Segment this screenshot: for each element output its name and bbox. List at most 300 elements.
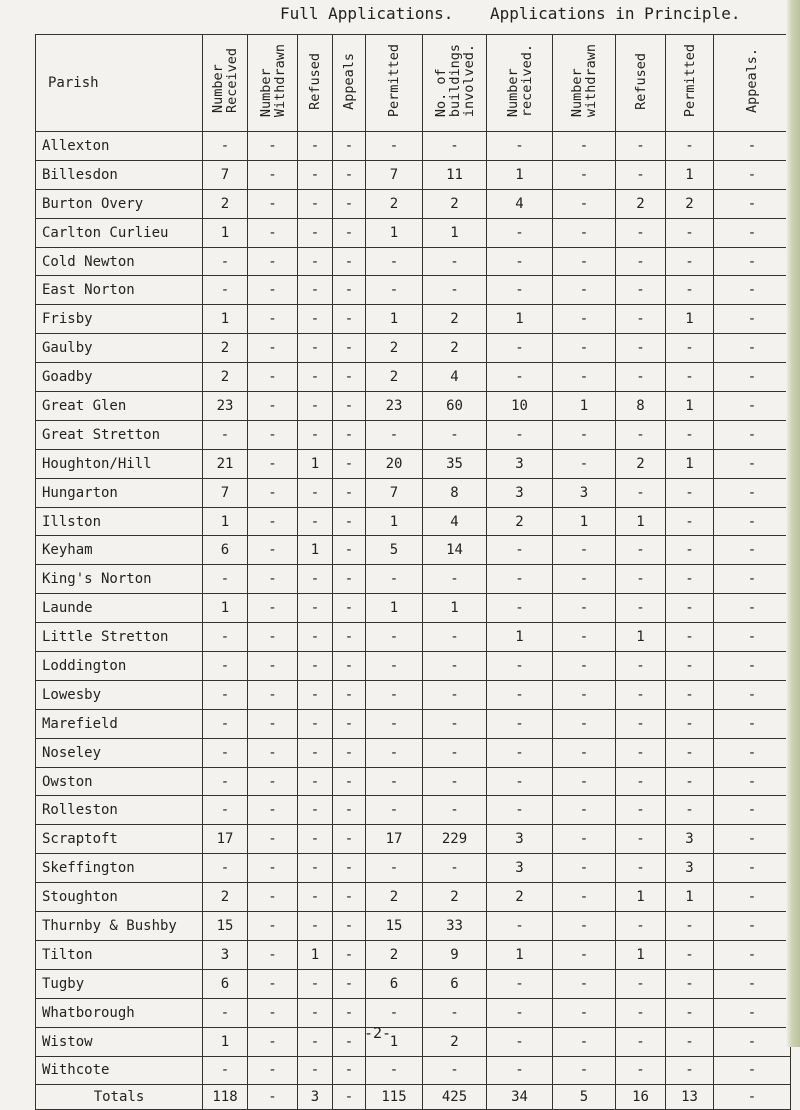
value-cell: 20 xyxy=(366,449,423,478)
table-row xyxy=(36,247,791,276)
table-row xyxy=(36,594,791,623)
value-cell: - xyxy=(616,1027,666,1056)
value-cell: - xyxy=(333,940,366,969)
value-cell: 1 xyxy=(298,536,333,565)
parish-name-cell: Skeffington xyxy=(36,854,203,883)
column-header xyxy=(298,35,333,132)
value-cell: 1 xyxy=(366,305,423,334)
value-cell: - xyxy=(666,940,714,969)
table-row xyxy=(36,449,791,478)
value-cell: - xyxy=(333,449,366,478)
total-cell: 3 xyxy=(298,1085,333,1110)
table-row xyxy=(36,680,791,709)
column-header-parish: Parish xyxy=(36,35,203,132)
value-cell: - xyxy=(616,969,666,998)
value-cell: 1 xyxy=(423,594,487,623)
value-cell: - xyxy=(423,680,487,709)
value-cell: - xyxy=(487,796,553,825)
table-row xyxy=(36,189,791,218)
value-cell: 2 xyxy=(423,883,487,912)
value-cell: - xyxy=(298,623,333,652)
value-cell: - xyxy=(553,247,616,276)
value-cell: 8 xyxy=(616,392,666,421)
column-header xyxy=(714,35,791,132)
value-cell: - xyxy=(487,998,553,1027)
total-cell: - xyxy=(714,1085,791,1110)
column-header xyxy=(248,35,298,132)
parish-name-cell: Carlton Curlieu xyxy=(36,218,203,247)
value-cell: - xyxy=(666,969,714,998)
value-cell: - xyxy=(487,420,553,449)
value-cell: - xyxy=(714,392,791,421)
value-cell: - xyxy=(366,796,423,825)
value-cell: - xyxy=(714,247,791,276)
total-cell: 13 xyxy=(666,1085,714,1110)
value-cell: - xyxy=(248,883,298,912)
value-cell: - xyxy=(333,796,366,825)
value-cell: - xyxy=(714,160,791,189)
value-cell: - xyxy=(666,1027,714,1056)
value-cell: - xyxy=(666,478,714,507)
value-cell: 2 xyxy=(616,189,666,218)
table-row xyxy=(36,969,791,998)
value-cell: - xyxy=(553,363,616,392)
parish-name-cell: Allexton xyxy=(36,132,203,161)
value-cell: - xyxy=(248,276,298,305)
value-cell: - xyxy=(714,825,791,854)
value-cell: - xyxy=(553,1056,616,1085)
parish-name-cell: Houghton/Hill xyxy=(36,449,203,478)
value-cell: - xyxy=(666,420,714,449)
totals-label: Totals xyxy=(36,1085,203,1110)
section-headers xyxy=(0,4,800,34)
value-cell: - xyxy=(553,825,616,854)
value-cell: - xyxy=(423,132,487,161)
column-header-label: No. of buildings involved. xyxy=(432,44,477,118)
parish-name-cell: Cold Newton xyxy=(36,247,203,276)
column-header-label: Number withdrawn xyxy=(569,44,599,118)
value-cell: - xyxy=(248,796,298,825)
column-header xyxy=(666,35,714,132)
value-cell: - xyxy=(616,738,666,767)
value-cell: - xyxy=(714,507,791,536)
value-cell: - xyxy=(616,652,666,681)
value-cell: - xyxy=(666,998,714,1027)
parish-name-cell: Keyham xyxy=(36,536,203,565)
value-cell: - xyxy=(248,449,298,478)
table-header xyxy=(36,35,791,132)
column-header-label: Number Withdrawn xyxy=(257,44,288,118)
value-cell: - xyxy=(248,767,298,796)
value-cell: - xyxy=(298,709,333,738)
value-cell: - xyxy=(423,247,487,276)
table-row xyxy=(36,912,791,941)
value-cell: - xyxy=(333,1056,366,1085)
value-cell: - xyxy=(298,680,333,709)
value-cell: - xyxy=(714,189,791,218)
value-cell: 3 xyxy=(553,478,616,507)
value-cell: - xyxy=(298,594,333,623)
value-cell: - xyxy=(487,969,553,998)
value-cell: - xyxy=(714,276,791,305)
value-cell: - xyxy=(366,680,423,709)
value-cell: - xyxy=(248,189,298,218)
value-cell: - xyxy=(553,652,616,681)
value-cell: - xyxy=(423,796,487,825)
parish-name-cell: Owston xyxy=(36,767,203,796)
value-cell: - xyxy=(366,998,423,1027)
full-applications-heading: Full Applications. xyxy=(280,4,454,23)
totals-row xyxy=(36,1085,791,1110)
table-row xyxy=(36,420,791,449)
value-cell: - xyxy=(487,276,553,305)
table-row xyxy=(36,1027,791,1056)
value-cell: - xyxy=(203,709,248,738)
value-cell: - xyxy=(714,536,791,565)
value-cell: - xyxy=(248,334,298,363)
value-cell: - xyxy=(487,912,553,941)
value-cell: - xyxy=(553,796,616,825)
value-cell: - xyxy=(553,334,616,363)
value-cell: - xyxy=(333,363,366,392)
value-cell: - xyxy=(333,276,366,305)
value-cell: - xyxy=(487,652,553,681)
value-cell: - xyxy=(616,334,666,363)
value-cell: 3 xyxy=(666,854,714,883)
value-cell: - xyxy=(487,363,553,392)
value-cell: 2 xyxy=(366,334,423,363)
value-cell: - xyxy=(616,854,666,883)
total-cell: 115 xyxy=(366,1085,423,1110)
value-cell: - xyxy=(616,132,666,161)
value-cell: - xyxy=(553,767,616,796)
column-header-label: Number Received xyxy=(210,48,240,114)
value-cell: - xyxy=(298,392,333,421)
parish-name-cell: Billesdon xyxy=(36,160,203,189)
value-cell: - xyxy=(616,825,666,854)
parish-name-cell: East Norton xyxy=(36,276,203,305)
value-cell: - xyxy=(666,363,714,392)
column-header xyxy=(487,35,553,132)
value-cell: - xyxy=(203,420,248,449)
parish-name-cell: Wistow xyxy=(36,1027,203,1056)
column-header xyxy=(366,35,423,132)
value-cell: - xyxy=(333,565,366,594)
value-cell: - xyxy=(333,998,366,1027)
value-cell: 2 xyxy=(366,940,423,969)
value-cell: - xyxy=(714,796,791,825)
value-cell: - xyxy=(666,767,714,796)
value-cell: - xyxy=(714,334,791,363)
parish-name-cell: Little Stretton xyxy=(36,623,203,652)
table-row xyxy=(36,940,791,969)
value-cell: - xyxy=(298,305,333,334)
value-cell: - xyxy=(333,305,366,334)
value-cell: - xyxy=(714,132,791,161)
value-cell: - xyxy=(553,969,616,998)
value-cell: - xyxy=(333,709,366,738)
value-cell: - xyxy=(487,738,553,767)
table-row xyxy=(36,392,791,421)
value-cell: - xyxy=(616,363,666,392)
table-row xyxy=(36,623,791,652)
value-cell: 11 xyxy=(423,160,487,189)
value-cell: - xyxy=(423,565,487,594)
value-cell: 2 xyxy=(366,363,423,392)
table-row xyxy=(36,478,791,507)
value-cell: - xyxy=(553,854,616,883)
parish-name-cell: Launde xyxy=(36,594,203,623)
value-cell: - xyxy=(298,883,333,912)
value-cell: 1 xyxy=(616,507,666,536)
value-cell: - xyxy=(616,565,666,594)
value-cell: 7 xyxy=(203,478,248,507)
value-cell: 2 xyxy=(423,189,487,218)
value-cell: - xyxy=(487,680,553,709)
value-cell: - xyxy=(203,276,248,305)
value-cell: - xyxy=(714,912,791,941)
value-cell: - xyxy=(423,998,487,1027)
value-cell: - xyxy=(616,998,666,1027)
value-cell: - xyxy=(203,132,248,161)
applications-table xyxy=(35,34,791,1110)
parish-name-cell: Rolleston xyxy=(36,796,203,825)
value-cell: - xyxy=(423,276,487,305)
value-cell: - xyxy=(333,652,366,681)
value-cell: 23 xyxy=(203,392,248,421)
value-cell: 1 xyxy=(366,594,423,623)
value-cell: - xyxy=(366,854,423,883)
header-row xyxy=(36,35,791,132)
value-cell: 1 xyxy=(666,392,714,421)
value-cell: 33 xyxy=(423,912,487,941)
value-cell: - xyxy=(553,132,616,161)
table-row xyxy=(36,738,791,767)
value-cell: - xyxy=(666,912,714,941)
value-cell: 2 xyxy=(366,883,423,912)
column-header-label: Appeals xyxy=(341,52,357,110)
value-cell: 7 xyxy=(366,478,423,507)
value-cell: - xyxy=(203,623,248,652)
table-row xyxy=(36,334,791,363)
parish-name-cell: Stoughton xyxy=(36,883,203,912)
total-cell: 16 xyxy=(616,1085,666,1110)
value-cell: - xyxy=(366,276,423,305)
value-cell: - xyxy=(714,998,791,1027)
value-cell: - xyxy=(553,565,616,594)
value-cell: - xyxy=(203,738,248,767)
value-cell: 1 xyxy=(553,507,616,536)
value-cell: - xyxy=(333,680,366,709)
value-cell: - xyxy=(203,565,248,594)
value-cell: - xyxy=(203,247,248,276)
value-cell: 1 xyxy=(616,883,666,912)
parish-name-cell: Tugby xyxy=(36,969,203,998)
table-row xyxy=(36,825,791,854)
value-cell: 5 xyxy=(366,536,423,565)
value-cell: 2 xyxy=(203,883,248,912)
value-cell: - xyxy=(714,449,791,478)
table-row xyxy=(36,709,791,738)
value-cell: 1 xyxy=(666,449,714,478)
value-cell: - xyxy=(714,565,791,594)
value-cell: - xyxy=(333,738,366,767)
value-cell: - xyxy=(298,334,333,363)
value-cell: - xyxy=(248,825,298,854)
page-number: -2- xyxy=(364,1024,392,1042)
value-cell: 1 xyxy=(203,218,248,247)
value-cell: - xyxy=(298,825,333,854)
parish-name-cell: Marefield xyxy=(36,709,203,738)
value-cell: 6 xyxy=(423,969,487,998)
value-cell: - xyxy=(616,247,666,276)
value-cell: 1 xyxy=(203,507,248,536)
total-cell: 118 xyxy=(203,1085,248,1110)
value-cell: - xyxy=(298,1027,333,1056)
value-cell: 15 xyxy=(366,912,423,941)
table-body xyxy=(36,132,791,1085)
value-cell: - xyxy=(298,276,333,305)
table-row xyxy=(36,218,791,247)
value-cell: - xyxy=(714,363,791,392)
value-cell: - xyxy=(366,1056,423,1085)
value-cell: - xyxy=(423,1056,487,1085)
value-cell: - xyxy=(298,854,333,883)
value-cell: - xyxy=(487,709,553,738)
value-cell: - xyxy=(298,132,333,161)
value-cell: - xyxy=(248,363,298,392)
column-header xyxy=(423,35,487,132)
value-cell: - xyxy=(366,420,423,449)
value-cell: - xyxy=(666,132,714,161)
total-cell: 5 xyxy=(553,1085,616,1110)
value-cell: - xyxy=(333,854,366,883)
value-cell: - xyxy=(366,565,423,594)
value-cell: - xyxy=(714,420,791,449)
value-cell: - xyxy=(553,912,616,941)
value-cell: 21 xyxy=(203,449,248,478)
value-cell: 2 xyxy=(423,305,487,334)
parish-name-cell: Illston xyxy=(36,507,203,536)
value-cell: - xyxy=(714,680,791,709)
value-cell: - xyxy=(553,160,616,189)
scan-edge xyxy=(786,0,800,1047)
value-cell: - xyxy=(616,276,666,305)
value-cell: - xyxy=(333,160,366,189)
value-cell: 4 xyxy=(487,189,553,218)
value-cell: - xyxy=(298,420,333,449)
value-cell: - xyxy=(714,1056,791,1085)
value-cell: 1 xyxy=(487,160,553,189)
table-row xyxy=(36,854,791,883)
value-cell: - xyxy=(487,132,553,161)
parish-name-cell: Loddington xyxy=(36,652,203,681)
value-cell: - xyxy=(248,392,298,421)
parish-name-cell: Lowesby xyxy=(36,680,203,709)
value-cell: - xyxy=(714,940,791,969)
value-cell: - xyxy=(714,883,791,912)
value-cell: - xyxy=(333,883,366,912)
value-cell: - xyxy=(248,1056,298,1085)
value-cell: - xyxy=(203,796,248,825)
value-cell: - xyxy=(248,218,298,247)
column-header xyxy=(616,35,666,132)
value-cell: 3 xyxy=(487,854,553,883)
parish-name-cell: Whatborough xyxy=(36,998,203,1027)
column-header xyxy=(203,35,248,132)
value-cell: 3 xyxy=(487,449,553,478)
value-cell: - xyxy=(666,709,714,738)
table-row xyxy=(36,767,791,796)
value-cell: 1 xyxy=(298,940,333,969)
value-cell: 10 xyxy=(487,392,553,421)
value-cell: - xyxy=(423,709,487,738)
value-cell: - xyxy=(666,565,714,594)
value-cell: - xyxy=(333,969,366,998)
value-cell: - xyxy=(333,507,366,536)
value-cell: 35 xyxy=(423,449,487,478)
value-cell: - xyxy=(298,796,333,825)
value-cell: - xyxy=(616,594,666,623)
value-cell: - xyxy=(666,594,714,623)
value-cell: 2 xyxy=(203,189,248,218)
value-cell: - xyxy=(203,680,248,709)
value-cell: 8 xyxy=(423,478,487,507)
value-cell: - xyxy=(553,709,616,738)
value-cell: - xyxy=(298,652,333,681)
value-cell: 1 xyxy=(487,940,553,969)
value-cell: - xyxy=(248,478,298,507)
value-cell: - xyxy=(616,680,666,709)
value-cell: 9 xyxy=(423,940,487,969)
value-cell: - xyxy=(666,738,714,767)
value-cell: - xyxy=(487,247,553,276)
applications-in-principle-heading: Applications in Principle. xyxy=(490,4,741,23)
table-row xyxy=(36,1056,791,1085)
value-cell: - xyxy=(714,478,791,507)
value-cell: - xyxy=(203,854,248,883)
value-cell: - xyxy=(248,680,298,709)
value-cell: - xyxy=(487,767,553,796)
value-cell: 3 xyxy=(666,825,714,854)
value-cell: 1 xyxy=(616,940,666,969)
value-cell: - xyxy=(423,420,487,449)
value-cell: - xyxy=(248,623,298,652)
value-cell: - xyxy=(714,652,791,681)
value-cell: - xyxy=(714,709,791,738)
value-cell: - xyxy=(487,334,553,363)
parish-name-cell: Thurnby & Bushby xyxy=(36,912,203,941)
value-cell: 229 xyxy=(423,825,487,854)
value-cell: 1 xyxy=(203,1027,248,1056)
value-cell: - xyxy=(714,218,791,247)
value-cell: - xyxy=(666,796,714,825)
value-cell: 4 xyxy=(423,507,487,536)
value-cell: - xyxy=(666,536,714,565)
table-row xyxy=(36,883,791,912)
value-cell: - xyxy=(714,854,791,883)
value-cell: - xyxy=(616,912,666,941)
value-cell: - xyxy=(333,825,366,854)
value-cell: - xyxy=(553,1027,616,1056)
value-cell: - xyxy=(553,883,616,912)
value-cell: 7 xyxy=(203,160,248,189)
value-cell: - xyxy=(298,767,333,796)
column-header-label: Number received. xyxy=(504,44,535,118)
value-cell: - xyxy=(666,652,714,681)
value-cell: - xyxy=(366,767,423,796)
total-cell: - xyxy=(248,1085,298,1110)
